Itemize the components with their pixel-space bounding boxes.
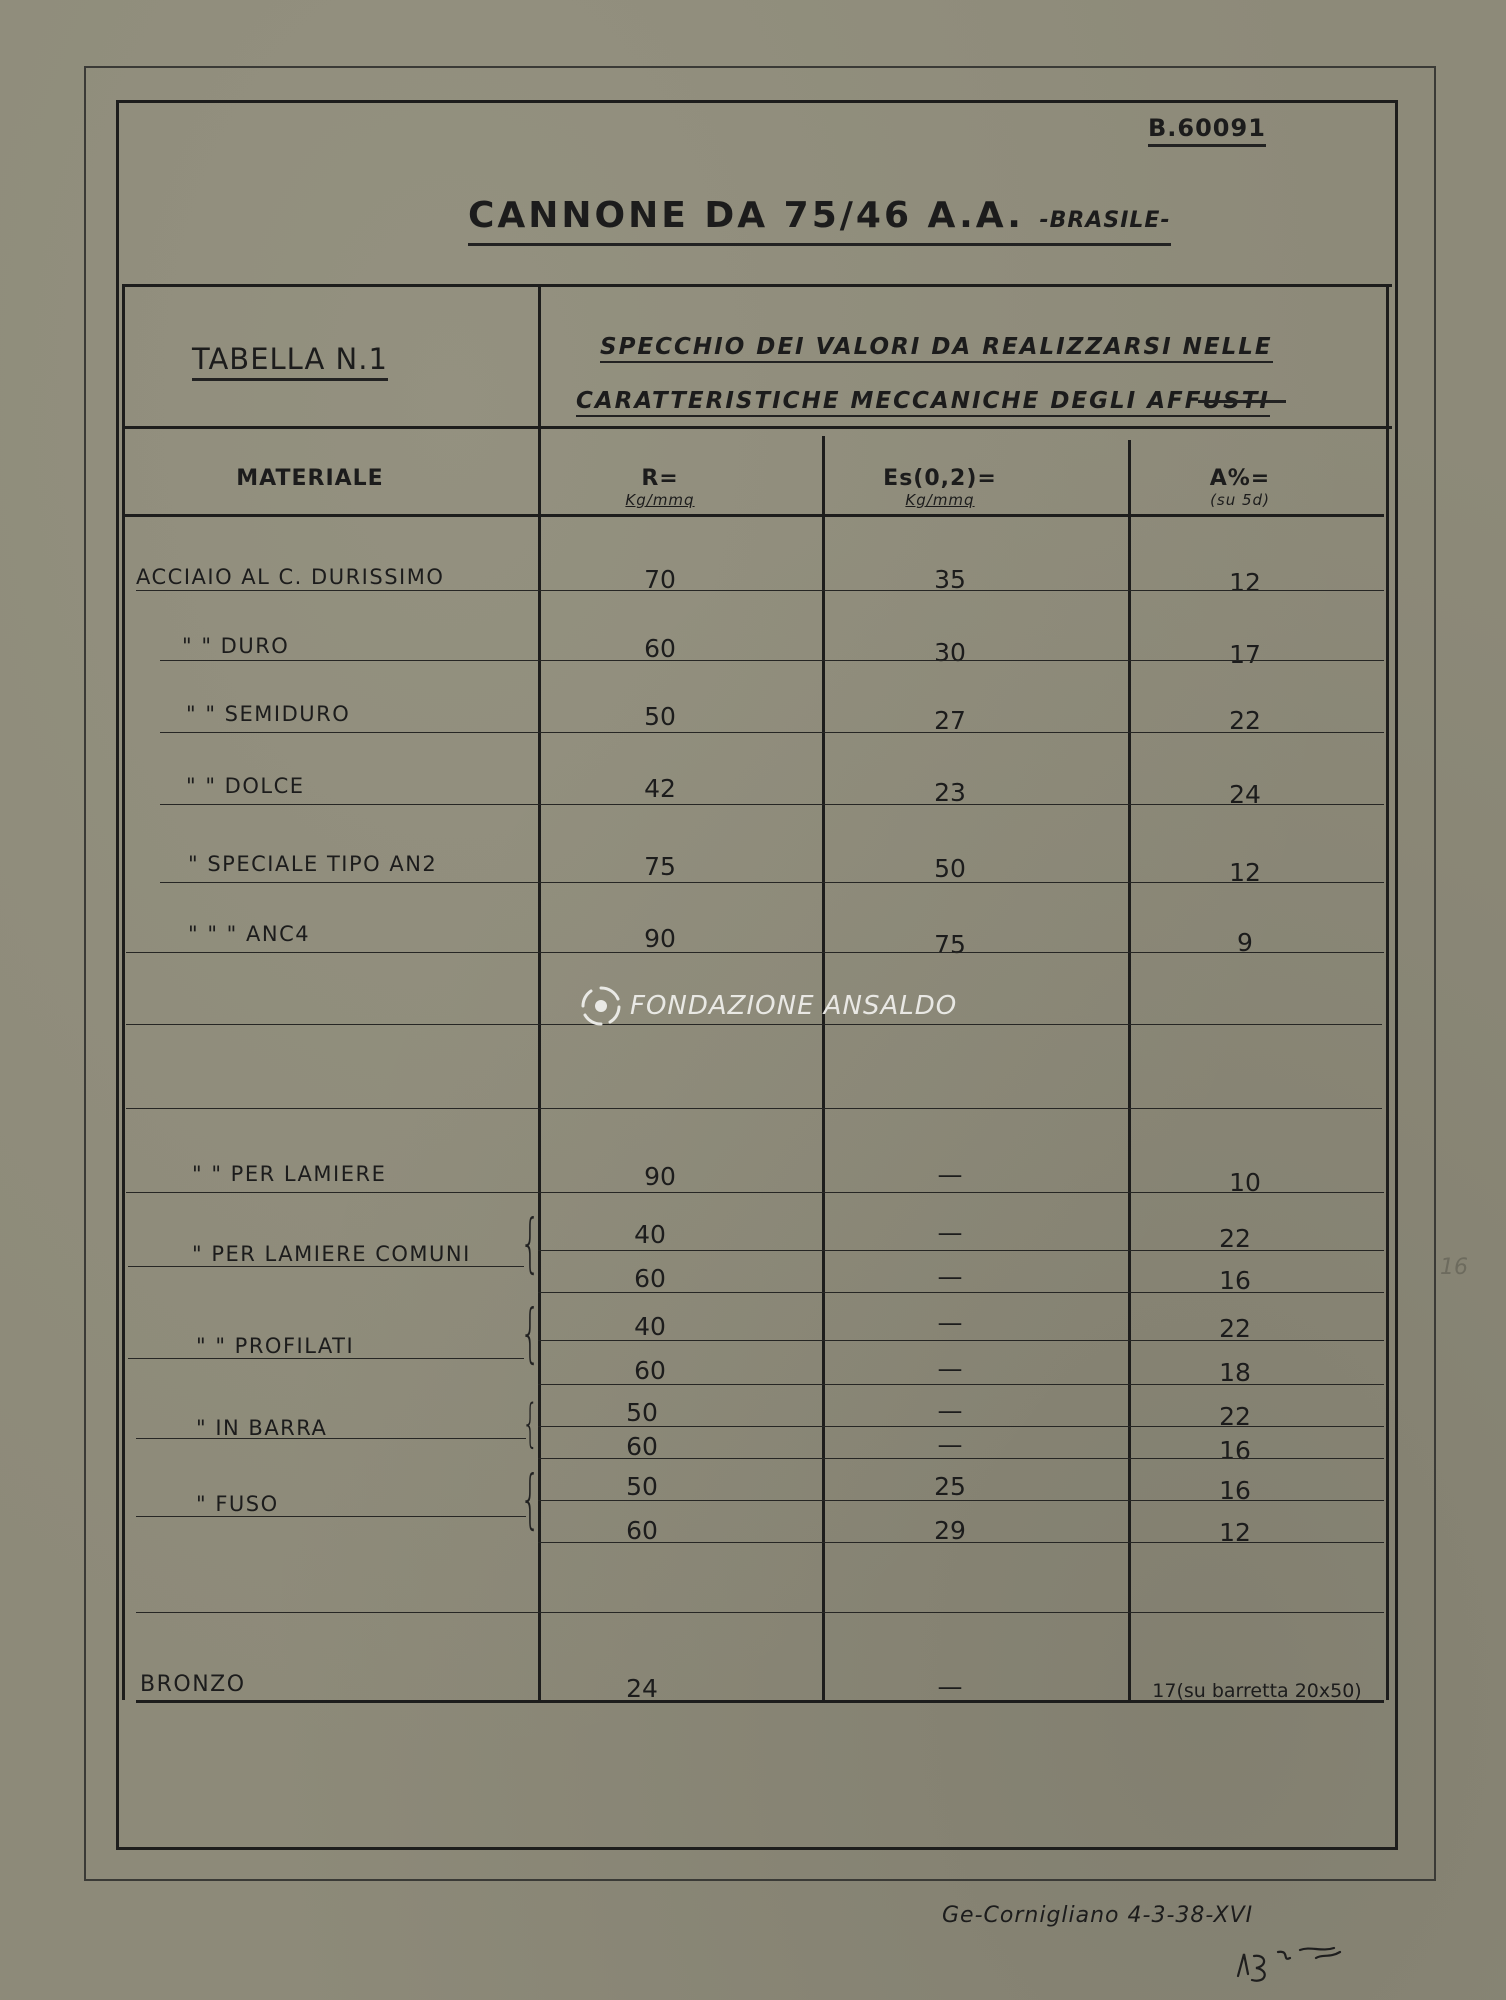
table-heading-line2: CARATTERISTICHE MECCANICHE DEGLI AFFUSTI (576, 388, 1270, 417)
group-a-2: 18 (1219, 1358, 1251, 1387)
row-rule (136, 590, 1384, 591)
row-a: 12 (1229, 858, 1261, 887)
group-material: " PER LAMIERE COMUNI (192, 1242, 471, 1266)
group-rule (538, 1500, 1384, 1501)
group-r-2: 60 (634, 1356, 666, 1385)
watermark (580, 985, 957, 1027)
group-es-1: 25 (934, 1472, 966, 1501)
document-code: B.60091 (1148, 114, 1266, 147)
group-rule (128, 1266, 524, 1267)
group-material: " IN BARRA (196, 1416, 328, 1440)
group-es-2: — (937, 1430, 963, 1459)
row-material: " " PER LAMIERE (192, 1162, 387, 1186)
group-rule (538, 1250, 1384, 1251)
row-a: 10 (1229, 1168, 1261, 1197)
watermark-text: FONDAZIONE ANSALDO (630, 991, 958, 1021)
group-r-1: 40 (634, 1312, 666, 1341)
group-a-1: 22 (1219, 1402, 1251, 1431)
group-r-2: 60 (634, 1264, 666, 1293)
group-r-1: 50 (626, 1472, 658, 1501)
table-heading-line1: SPECCHIO DEI VALORI DA REALIZZARSI NELLE (600, 334, 1273, 363)
row-material: " " DOLCE (186, 774, 305, 798)
ansaldo-logo-icon (580, 985, 622, 1027)
document-title (468, 196, 1171, 246)
row-material: BRONZO (140, 1672, 246, 1697)
group-es-2: — (937, 1262, 963, 1291)
group-rule (538, 1458, 1384, 1459)
col-header-r (600, 466, 720, 509)
signature (1230, 1940, 1370, 1988)
col-header-material: MATERIALE (236, 466, 384, 491)
group-brace: { (522, 1394, 539, 1454)
group-es-2: — (937, 1354, 963, 1383)
group-brace: { (520, 1207, 541, 1281)
group-es-1: — (937, 1396, 963, 1425)
group-r-2: 60 (626, 1432, 658, 1461)
col-header-a-unit: (su 5d) (1210, 491, 1270, 509)
row-r: 75 (644, 852, 676, 881)
row-r: 50 (644, 702, 676, 731)
group-rule (538, 1426, 1384, 1427)
col-divider-2 (822, 436, 825, 1702)
row-r: 60 (644, 634, 676, 663)
row-es: 35 (934, 565, 966, 594)
group-rule (136, 1438, 526, 1439)
group-a-2: 16 (1219, 1436, 1251, 1465)
group-es-1: — (937, 1218, 963, 1247)
col-header-es-label: Es(0,2)= (883, 466, 997, 491)
title-main: CANNONE DA 75/46 A.A. (468, 195, 1024, 236)
group-rule (538, 1542, 1384, 1543)
empty-row-rule (136, 1612, 1384, 1613)
row-r: 42 (644, 774, 676, 803)
col-header-a (1160, 466, 1320, 509)
row-r: 70 (644, 565, 676, 594)
group-es-2: 29 (934, 1516, 966, 1545)
group-material: " " PROFILATI (196, 1334, 355, 1358)
col-divider-3 (1128, 440, 1131, 1702)
colhead-bottom-rule (122, 514, 1384, 517)
group-r-1: 50 (626, 1398, 658, 1427)
row-r: 90 (644, 1162, 676, 1191)
row-a: 12 (1229, 568, 1261, 597)
row-material: " " DURO (182, 634, 290, 658)
row-rule (160, 804, 1384, 805)
row-rule (126, 952, 1384, 953)
group-rule (128, 1358, 524, 1359)
row-rule (160, 732, 1384, 733)
group-a-1: 22 (1219, 1314, 1251, 1343)
group-rule (538, 1384, 1384, 1385)
group-material: " FUSO (196, 1492, 279, 1516)
row-a: 24 (1229, 780, 1261, 809)
col-header-r-unit: Kg/mmq (625, 491, 695, 509)
col-header-es-unit: Kg/mmq (905, 491, 975, 509)
row-es: 75 (934, 930, 966, 959)
group-r-1: 40 (634, 1220, 666, 1249)
row-r: 90 (644, 924, 676, 953)
row-rule (160, 660, 1384, 661)
group-rule (538, 1292, 1384, 1293)
row-es: — (937, 1672, 963, 1701)
empty-row-rule (126, 1108, 1382, 1109)
row-material: ACCIAIO AL C. DURISSIMO (136, 565, 445, 589)
group-a-2: 16 (1219, 1266, 1251, 1295)
row-a: 17(su barretta 20x50) (1152, 1680, 1362, 1702)
group-a-1: 16 (1219, 1476, 1251, 1505)
row-rule (126, 1192, 1384, 1193)
row-a: 9 (1237, 928, 1253, 957)
table-right-rule (1386, 284, 1389, 1700)
group-r-2: 60 (626, 1516, 658, 1545)
row-es: 30 (934, 638, 966, 667)
group-rule (538, 1340, 1384, 1341)
row-es: 27 (934, 706, 966, 735)
row-a: 22 (1229, 706, 1261, 735)
margin-note: 16 (1440, 1255, 1468, 1280)
row-es: — (937, 1160, 963, 1189)
header-bottom-rule (122, 426, 1392, 429)
table-top-rule (122, 284, 1392, 287)
row-material: " SPECIALE TIPO AN2 (188, 852, 438, 876)
row-material: " " SEMIDURO (186, 702, 351, 726)
footer-date: Ge-Cornigliano 4-3-38-XVI (942, 1903, 1254, 1928)
table-left-rule (122, 284, 125, 1700)
group-brace: { (520, 1463, 541, 1537)
row-rule (160, 882, 1384, 883)
col-header-es (850, 466, 1030, 509)
row-r: 24 (626, 1674, 658, 1703)
group-a-1: 22 (1219, 1224, 1251, 1253)
group-a-2: 12 (1219, 1518, 1251, 1547)
heading-dash (1198, 400, 1286, 403)
row-es: 23 (934, 778, 966, 807)
row-es: 50 (934, 854, 966, 883)
col-header-r-label: R= (641, 466, 679, 491)
group-rule (136, 1516, 526, 1517)
row-a: 17 (1229, 640, 1261, 669)
col-header-a-label: A%= (1209, 466, 1271, 491)
group-brace: { (520, 1297, 541, 1371)
row-material: " " " ANC4 (188, 922, 311, 946)
table-label: TABELLA N.1 (192, 342, 388, 381)
title-suffix: -BRASILE- (1039, 208, 1171, 233)
group-es-1: — (937, 1308, 963, 1337)
